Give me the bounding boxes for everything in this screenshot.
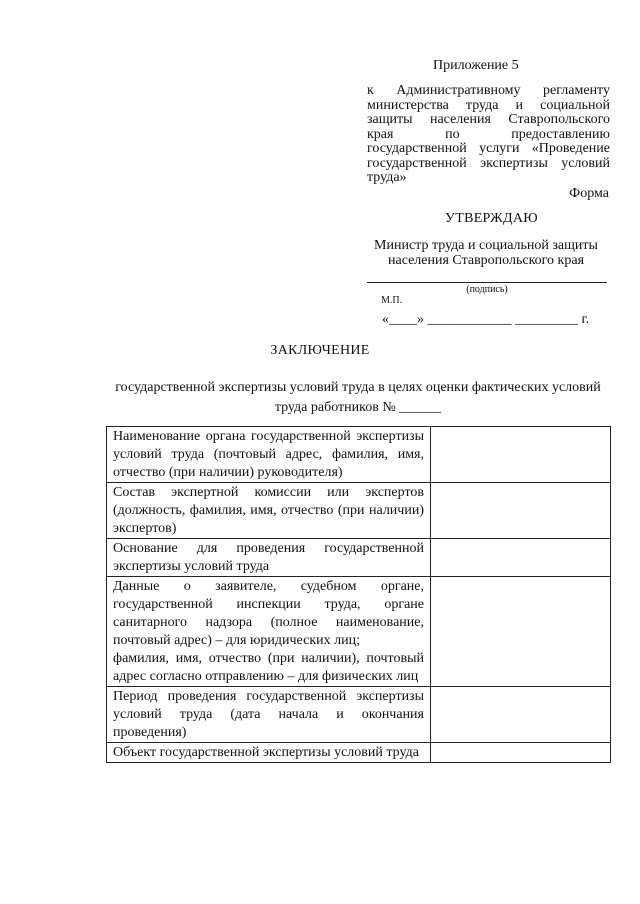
row-label: Состав экспертной комиссии или экспертов (должность, фамилия, имя, отчество (при наличии) экспертов) (107, 483, 431, 539)
row-value-cell (431, 427, 611, 483)
row-value-cell (431, 577, 611, 687)
appendix-title: Приложение 5 (433, 58, 519, 73)
table-row (107, 687, 611, 743)
table-row (107, 427, 611, 483)
signature-caption: (подпись) (466, 284, 508, 295)
row-label: Период проведения государственной экспертизы условий труда (дата начала и окончания проведения) (107, 687, 431, 743)
signature-line (367, 282, 607, 283)
document-subtitle: государственной экспертизы условий труда в целях оценки фактических условий труда работников № ______ (115, 380, 601, 415)
row-value-cell (431, 539, 611, 577)
row-label: Основание для проведения государственной экспертизы условий труда (107, 539, 431, 577)
document-title: ЗАКЛЮЧЕНИЕ (270, 343, 370, 358)
approver-position: Министр труда и социальной защиты населения Ставропольского края (374, 238, 598, 268)
row-value-cell (431, 743, 611, 763)
row-value-cell (431, 483, 611, 539)
row-label: Объект государственной экспертизы условий труда (107, 743, 431, 763)
row-label: Данные о заявителе, судебном органе, государственной инспекции труда, органе санитарного надзора (полное наименование, почтовый адрес) – для юридических лиц; фамилия, имя, отчество (при наличии), почтовый адрес согласно отправлению – для физических лиц (107, 577, 431, 687)
approval-date-line: «____» ____________ _________ г. (382, 312, 590, 327)
row-value-cell (431, 687, 611, 743)
table-row (107, 539, 611, 577)
appendix-note: к Административному регламенту министерства труда и социальной защиты населения Ставропольского края по предоставлению государственной услуги «Проведение государственной экспертизы условий труда» (367, 83, 610, 185)
approval-heading: УТВЕРЖДАЮ (445, 211, 538, 226)
table-row (107, 483, 611, 539)
stamp-mark: М.П. (381, 295, 403, 306)
form-label: Форма (569, 186, 609, 201)
row-label: Наименование органа государственной экспертизы условий труда (почтовый адрес, фамилия, имя, отчество (при наличии) руководителя) (107, 427, 431, 483)
table-row (107, 743, 611, 763)
table-row (107, 577, 611, 687)
conclusion-table (106, 426, 611, 763)
